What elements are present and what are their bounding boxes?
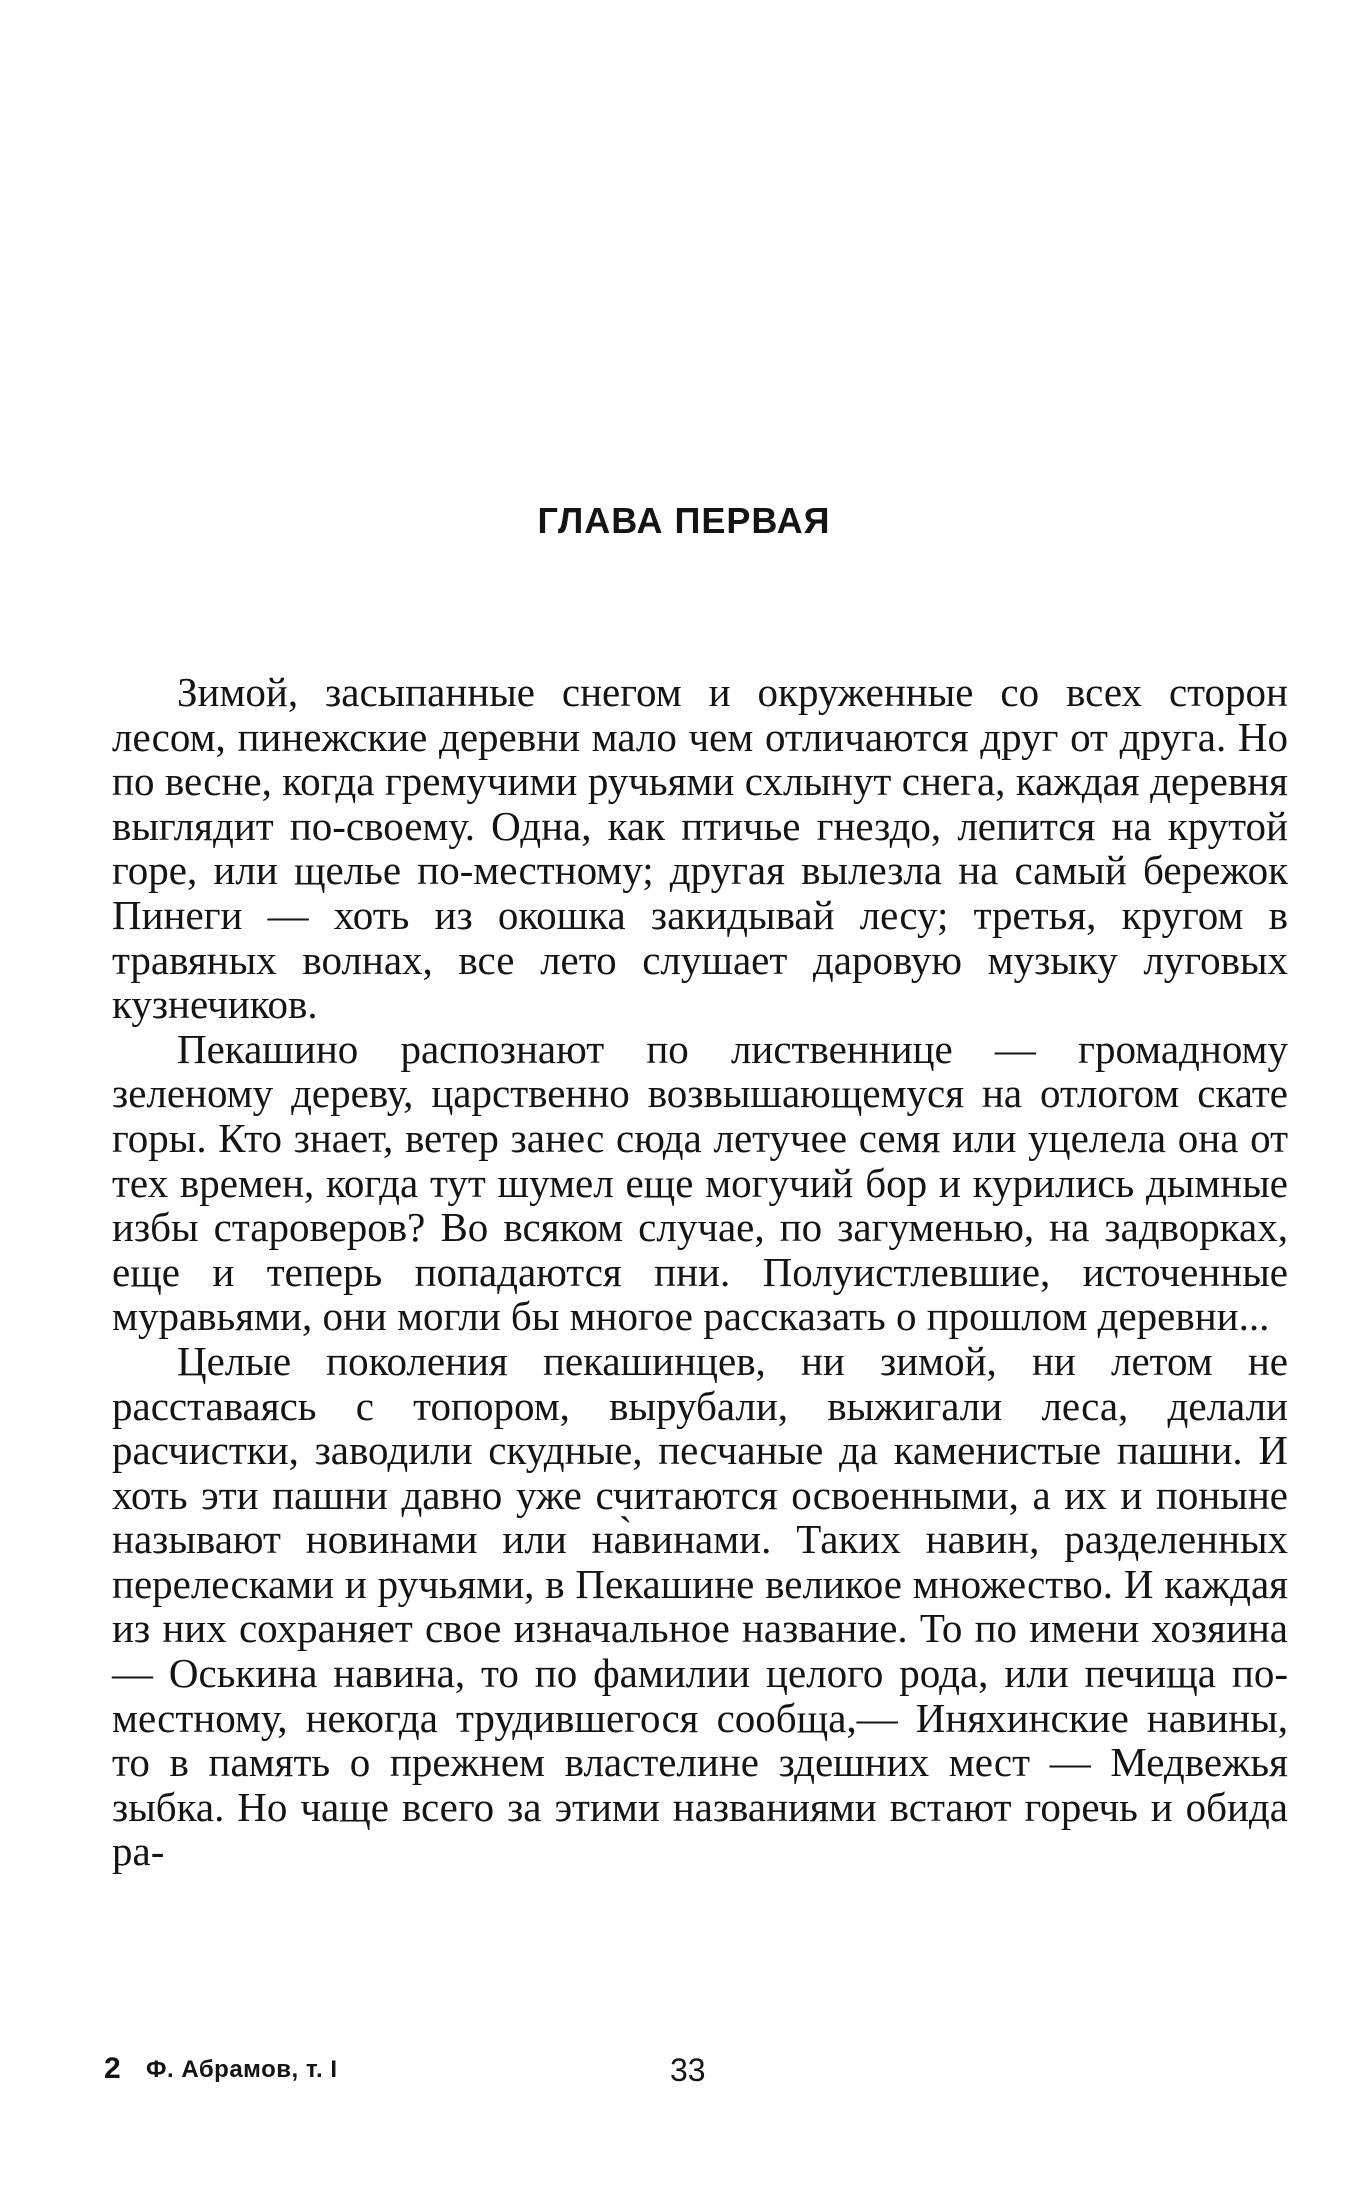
paragraph-2: Пекашино распознают по лиственнице — громадному зеленому дереву, царственно возвышающемуся на отлогом скате горы. Кто знает, ветер занес сюда летучее семя или уцелела она от тех времен, когда тут шумел еще могучий бор и курились дымные избы староверов? Во всяком случае, по загуменью, на задворках, еще и теперь попадаются пни. Полуистлевшие, источенные муравьями, они могли бы многое рассказать о прошлом деревни... xyxy=(112,1025,1288,1340)
chapter-title: ГЛАВА ПЕРВАЯ xyxy=(537,500,831,541)
printer-signature-text: Ф. Абрамов, т. I xyxy=(146,2056,338,2083)
page-footer xyxy=(0,2052,1368,2096)
printer-signature-number: 2 xyxy=(104,2052,121,2085)
paragraph-3: Целые поколения пекашинцев, ни зимой, ни летом не расставаясь с топором, вырубали, выжигали леса, делали расчистки, заводили скудные, песчаные да каменистые пашни. И хоть эти пашни давно уже считаются освоенными, а их и поныне называют новинами или на̀винами. Таких навин, разделенных перелесками и ручьями, в Пекашине великое множество. И каждая из них сохраняет свое изначальное название. То по имени хозяина — Оськина навина, то по фамилии целого рода, или печища по-местному, некогда трудившегося сообща,— Иняхинские навины, то в память о прежнем властелине здешних мест — Медвежья зыбка. Но чаще всего за этими названиями встают горечь и обида ра- xyxy=(112,1337,1288,1875)
paragraph-1: Зимой, засыпанные снегом и окруженные со всех сторон лесом, пинежские деревни мало чем отличаются друг от друга. Но по весне, когда гремучими ручьями схлынут снега, каждая деревня выглядит по-своему. Одна, как птичье гнездо, лепится на крутой горе, или щелье по-местному; другая вылезла на самый бережок Пинеги — хоть из окошка закидывай лесу; третья, кругом в травяных волнах, все лето слушает даровую музыку луговых кузнечиков. xyxy=(112,669,1288,1028)
page-number: 33 xyxy=(670,2052,706,2088)
chapter-body xyxy=(112,670,1288,1874)
